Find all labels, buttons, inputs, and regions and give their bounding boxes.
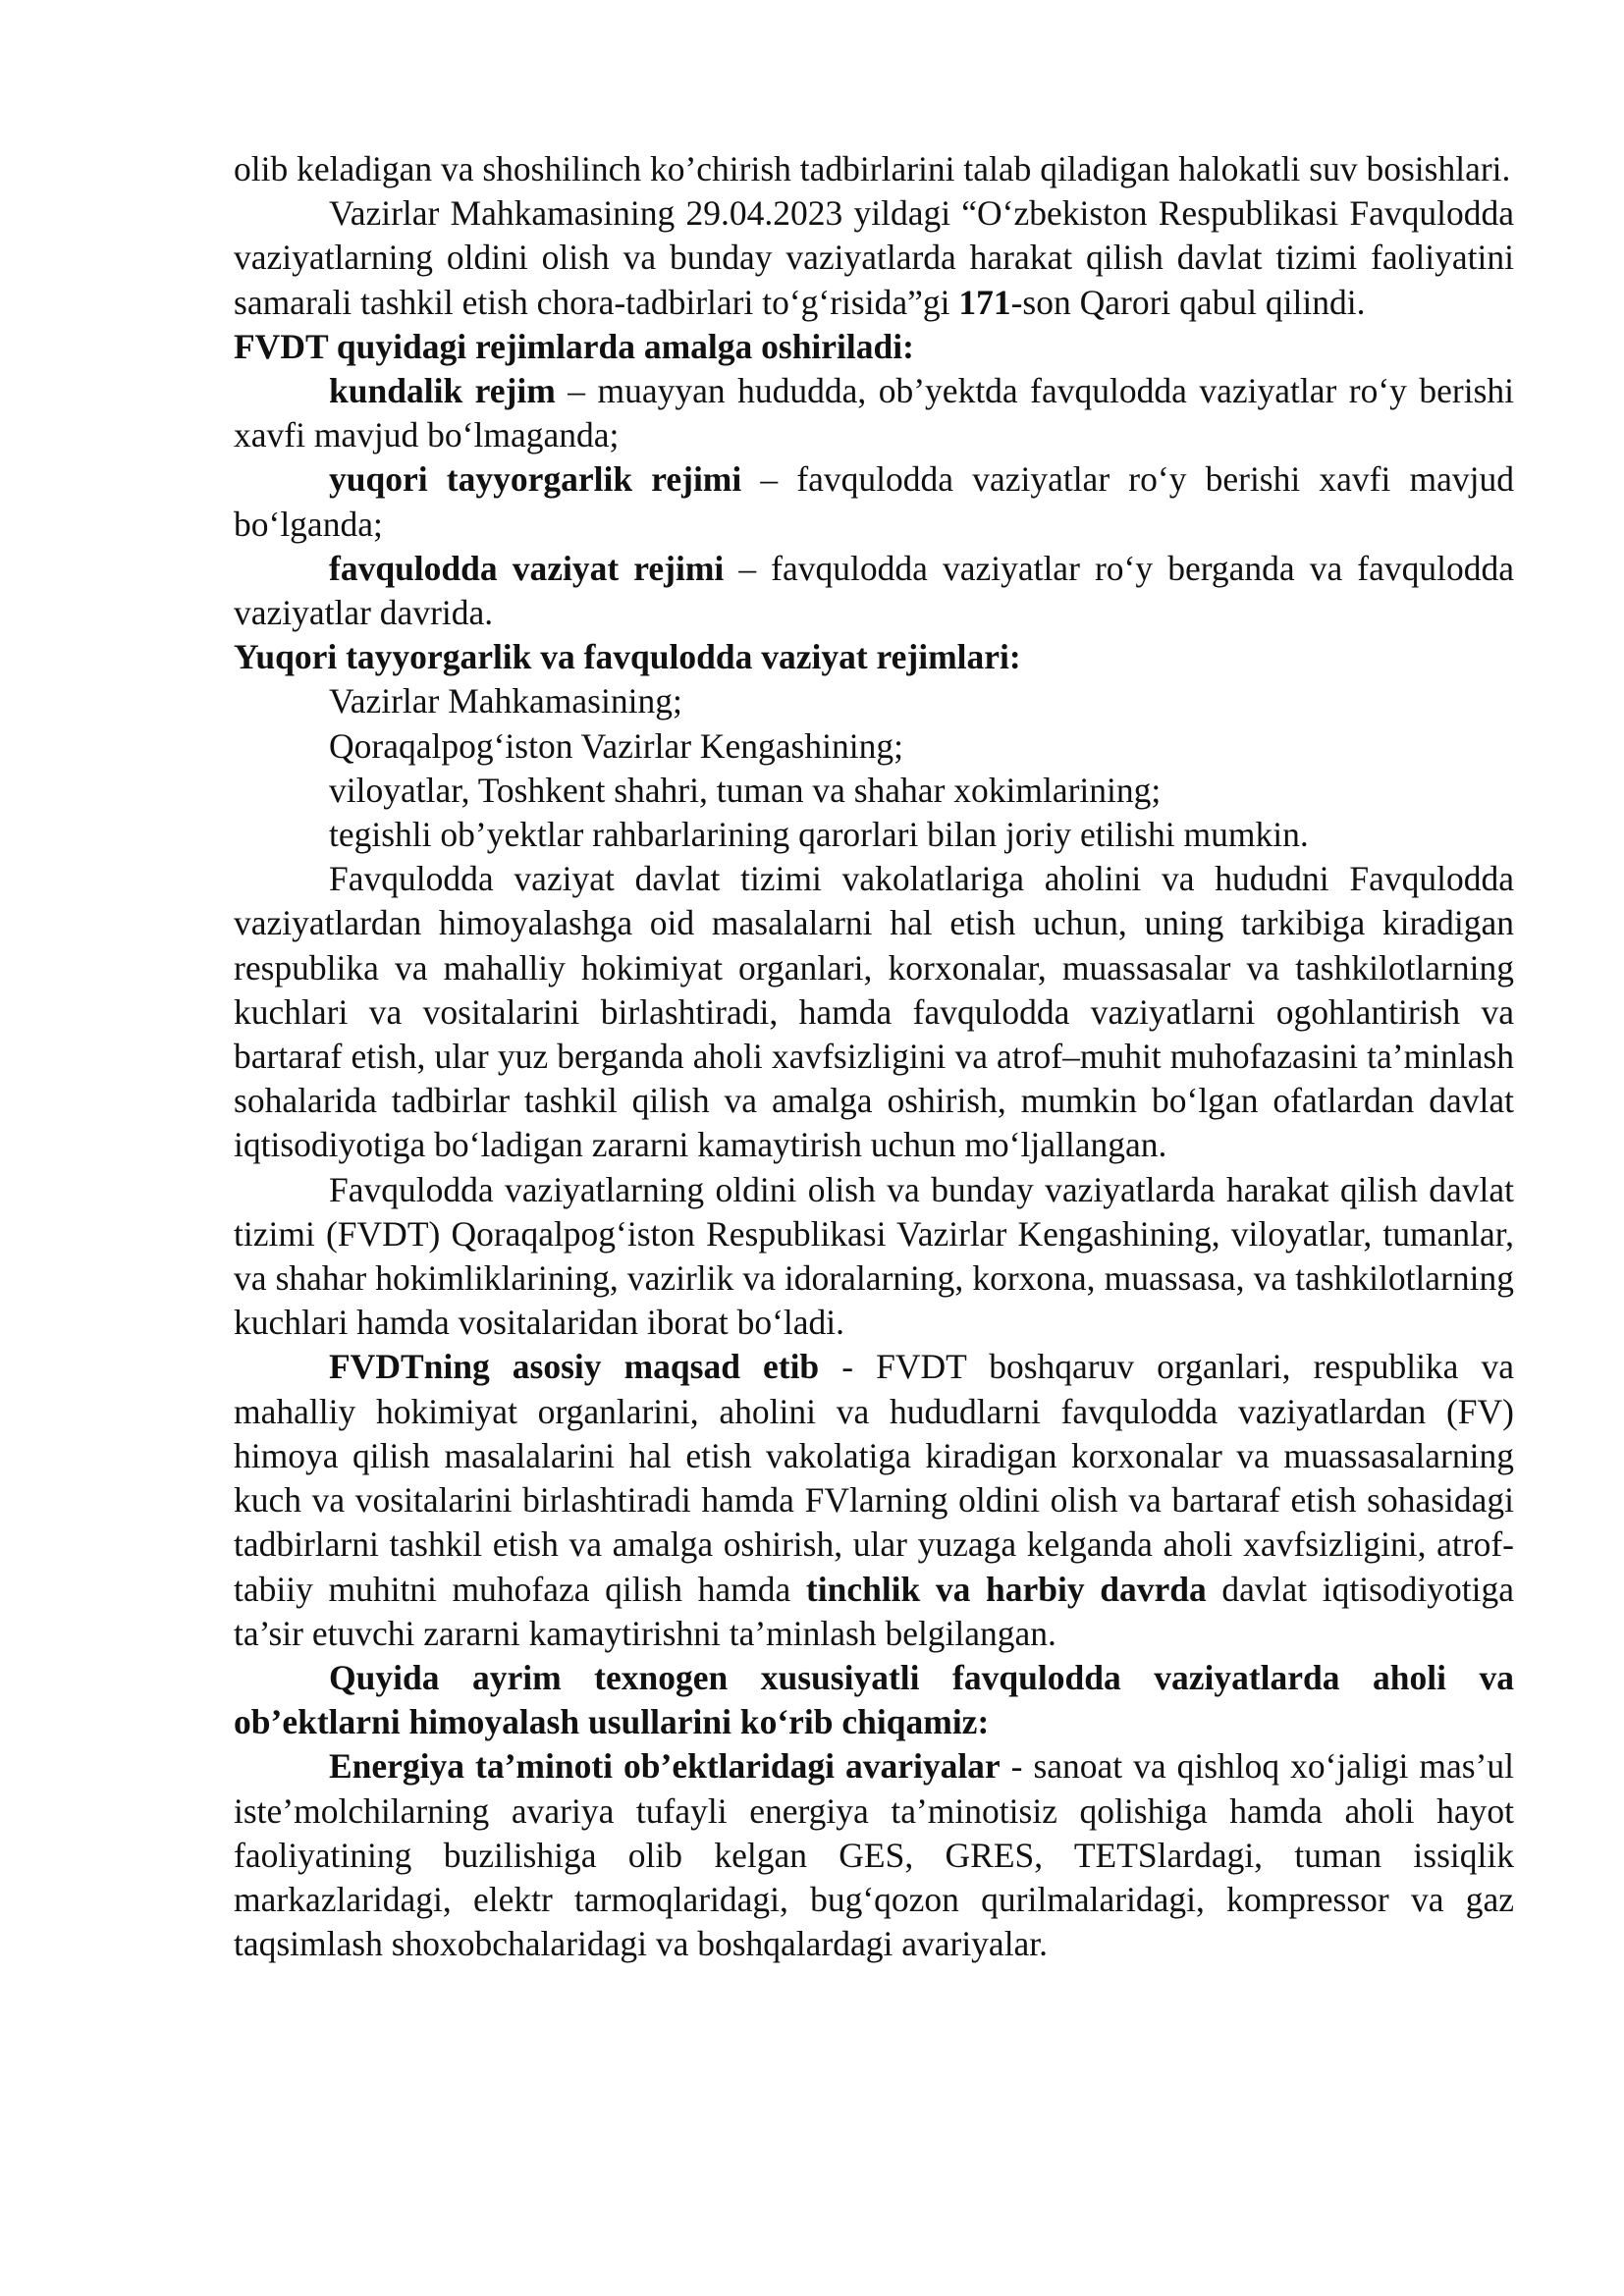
list-item: Qoraqalpog‘iston Vazirlar Kengashining; xyxy=(329,725,903,766)
resolution-number: 171 xyxy=(958,282,1011,322)
heading-mode-authorities: Yuqori tayyorgarlik va favqulodda vaziyat rejimlari: xyxy=(234,637,1021,677)
paragraph-energy-accidents xyxy=(234,1744,1514,1966)
term-emergency-mode: favqulodda vaziyat rejimi xyxy=(329,548,725,588)
term-energy-accidents: Energiya ta’minoti ob’ektlaridagi avariyalar xyxy=(329,1746,1001,1787)
paragraph-readiness-mode xyxy=(234,457,1514,546)
text: - sanoat va qishloq xo‘jaligi mas’ul iste’molchilarning avariya tufayli energiya ta’minotisiz qolishiga hamda aholi hayot faoliyatining buzilishiga olib kelgan GES, GRES, TETSlardagi, tuman issiqlik markazlaridagi, elektr tarmoqlaridagi, bug‘qozon qurilmalaridagi, kompressor va gaz taqsimlash shoxobchalaridagi va boshqalardagi avariyalar. xyxy=(234,1746,1514,1964)
text: Vazirlar Mahkamasining 29.04.2023 yildagi “O‘zbekiston Respublikasi Favqulodda vaziyatlarning oldini olish va bunday vaziyatlarda harakat qilish davlat tizimi faoliyatini samarali tashkil etish chora-tadbirlari to‘g‘risida”gi xyxy=(234,193,1514,322)
list-item: tegishli ob’yektlar rahbarlarining qarorlari bilan joriy etilishi mumkin. xyxy=(329,815,1309,855)
term-peace-war: tinchlik va harbiy davrda xyxy=(805,1569,1207,1609)
term-readiness-mode: yuqori tayyorgarlik rejimi xyxy=(329,459,742,500)
text: – favqulodda vaziyatlar ro‘y berishi xavfi mavjud bo‘lganda; xyxy=(234,459,1515,544)
paragraph-system-powers: Favqulodda vaziyat davlat tizimi vakolatlariga aholini va hududni Favqulodda vaziyatlardan himoyalashga oid masalalarni hal etish uchun, uning tarkibiga kiradigan respublika va mahalliy hokimiyat organlari, korxonalar, muassasalar va tashkilotlarning kuchlari va vositalarini birlashtiradi, hamda favqulodda vaziyatlarni ogohlantirish va bartaraf etish, ular yuz berganda aholi xavfsizligini va atrof–muhit muhofazasini ta’minlash sohalarida tadbirlar tashkil qilish va amalga oshirish, mumkin bo‘lgan ofatlardan davlat iqtisodiyotiga bo‘ladigan zararni kamaytirish uchun mo‘ljallangan. xyxy=(234,859,1514,1165)
term-daily-mode: kundalik rejim xyxy=(329,371,556,411)
text: davlat iqtisodiyotiga ta’sir etuvchi zararni kamaytirishni ta’minlash belgilangan. xyxy=(234,1569,1514,1653)
list-item: Vazirlar Mahkamasining; xyxy=(329,681,682,721)
document-page xyxy=(234,147,1514,1966)
text: – muayyan hududda, ob’yektda favqulodda vaziyatlar ro‘y berishi xavfi mavjud bo‘lmaganda; xyxy=(234,371,1515,455)
paragraph-system-composition: Favqulodda vaziyatlarning oldini olish va bunday vaziyatlarda harakat qilish davlat tizimi (FVDT) Qoraqalpog‘iston Respublikasi Vazirlar Kengashining, viloyatlar, tumanlar, va shahar hokimliklarining, vazirlik va idoralarning, korxona, muassasa, va tashkilotlarning kuchlari hamda vositalaridan iborat bo‘ladi. xyxy=(234,1169,1514,1343)
paragraph-daily-mode xyxy=(234,369,1514,457)
list-item: viloyatlar, Toshkent shahri, tuman va shahar xokimlarining; xyxy=(329,770,1162,810)
paragraph-resolution xyxy=(234,191,1514,325)
term-main-goal: FVDTning asosiy maqsad etib xyxy=(329,1347,820,1387)
paragraph-emergency-mode xyxy=(234,547,1514,635)
text: -son Qarori qabul qilindi. xyxy=(1010,282,1366,322)
heading-modes: FVDT quyidagi rejimlarda amalga oshiriladi: xyxy=(234,326,914,366)
paragraph-main-goal xyxy=(234,1345,1514,1655)
text: - FVDT boshqaruv organlari, respublika va mahalliy hokimiyat organlarini, aholini va hududlarni favqulodda vaziyatlardan (FV) himoya qilish masalalarini hal etish vakolatiga kiradigan korxonalar va muassasalarning kuch va vositalarini birlashtiradi hamda FVlarning oldini olish va bartaraf etish sohasidagi tadbirlarni tashkil etish va amalga oshirish, ular yuzaga kelganda aholi xavfsizligini, atrof-tabiiy muhitni muhofaza qilish hamda xyxy=(234,1347,1514,1609)
paragraph-flood-continuation xyxy=(234,147,1514,191)
heading-protection-methods: Quyida ayrim texnogen xususiyatli favqulodda vaziyatlarda aholi va ob’ektlarni himoyalash usullarini ko‘rib chiqamiz: xyxy=(234,1657,1514,1742)
text: olib keladigan va shoshilinch ko’chirish tadbirlarini talab qiladigan halokatli suv bosishlari. xyxy=(234,149,1511,188)
text: – favqulodda vaziyatlar ro‘y berganda va favqulodda vaziyatlar davrida. xyxy=(234,548,1515,633)
